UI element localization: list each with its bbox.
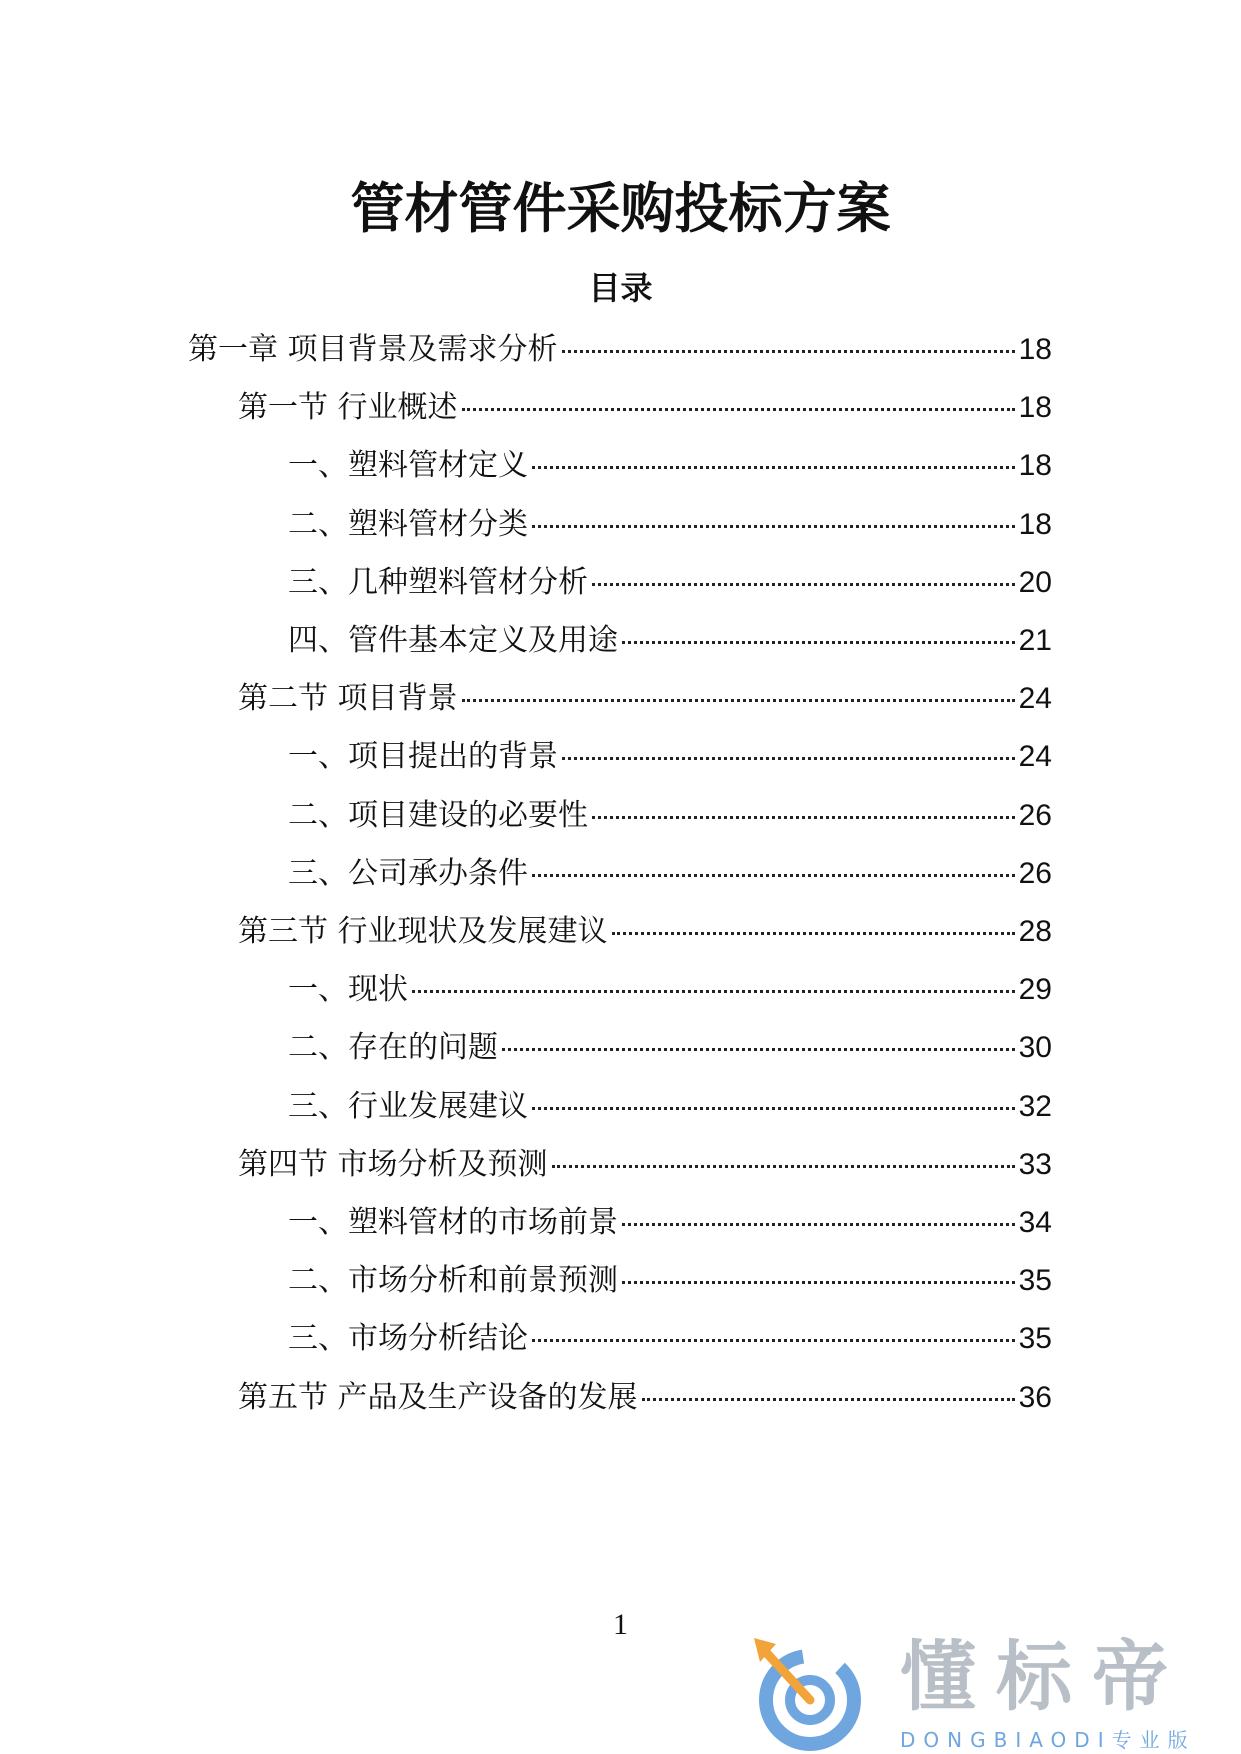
toc-entry-label: 第三节 行业现状及发展建议: [238, 914, 608, 949]
toc-entry-page: 32: [1018, 1089, 1052, 1123]
toc-leader-dots: [612, 932, 1015, 935]
toc-entry-label: 第五节 产品及生产设备的发展: [238, 1379, 638, 1415]
toc-entry-label: 一、塑料管材定义: [288, 448, 528, 484]
toc-leader-dots: [532, 466, 1015, 469]
toc-entry[interactable]: [288, 505, 1052, 545]
toc-leader-dots: [642, 1398, 1015, 1401]
toc-entry-label: 二、塑料管材分类: [288, 506, 528, 542]
toc-leader-dots: [622, 641, 1015, 644]
toc-heading: 目录: [588, 269, 653, 307]
toc-entry-page: 18: [1018, 507, 1052, 541]
toc-entry-label: 二、存在的问题: [288, 1030, 498, 1066]
toc-entry-page: 33: [1018, 1147, 1052, 1181]
toc-leader-dots: [622, 1223, 1015, 1226]
toc-entry-page: 24: [1018, 682, 1052, 716]
toc-leader-dots: [412, 990, 1015, 993]
toc-entry-label: 第一节 行业概述: [238, 390, 458, 426]
toc-entry-label: 二、项目建设的必要性: [288, 797, 588, 833]
watermark-subtitle: DONGBIAODI专业版: [900, 1728, 1196, 1752]
toc-entry[interactable]: [288, 1203, 1052, 1243]
toc-entry-page: 29: [1018, 973, 1052, 1007]
target-arrow-icon: [748, 1636, 878, 1752]
toc-leader-dots: [562, 757, 1015, 760]
toc-entry-label: 第二节 项目背景: [238, 681, 458, 717]
toc-entry[interactable]: [238, 912, 1052, 952]
toc-leader-dots: [552, 1165, 1015, 1168]
toc-entry-label: 一、现状: [288, 972, 408, 1008]
toc-leader-dots: [532, 525, 1015, 528]
toc-leader-dots: [592, 583, 1015, 586]
toc-leader-dots: [462, 408, 1015, 411]
toc-entry[interactable]: [288, 563, 1052, 603]
document-title: 管材管件采购投标方案: [350, 177, 891, 240]
toc-entry-page: 28: [1018, 915, 1052, 948]
toc-entry[interactable]: [288, 1261, 1052, 1301]
toc-leader-dots: [562, 350, 1015, 353]
toc-entry[interactable]: [288, 796, 1052, 836]
toc-entry-page: 26: [1018, 856, 1052, 890]
toc-leader-dots: [502, 1048, 1015, 1051]
toc-entry[interactable]: [288, 737, 1052, 777]
toc-leader-dots: [462, 699, 1015, 702]
toc-entry-page: 24: [1018, 740, 1052, 774]
toc-entry-label: 四、管件基本定义及用途: [288, 623, 618, 658]
page-number: 1: [613, 1608, 628, 1641]
toc-entry[interactable]: [288, 621, 1052, 661]
toc-entry-page: 18: [1018, 333, 1052, 366]
toc-entry[interactable]: [238, 1378, 1052, 1418]
toc-entry[interactable]: [288, 1087, 1052, 1127]
toc-entry-page: 34: [1018, 1206, 1052, 1239]
toc-entry-label: 三、公司承办条件: [288, 855, 528, 891]
toc-entry[interactable]: [238, 388, 1052, 428]
watermark-brand: 懂标帝: [900, 1632, 1188, 1721]
toc-entry-page: 26: [1018, 798, 1052, 832]
toc-entry[interactable]: [288, 1028, 1052, 1068]
toc-leader-dots: [532, 874, 1015, 877]
toc-entry[interactable]: [238, 1145, 1052, 1185]
toc-entry[interactable]: [188, 330, 1052, 370]
toc-entry-page: 18: [1018, 391, 1052, 425]
toc-entry-label: 三、行业发展建议: [288, 1088, 528, 1124]
toc-entry-page: 36: [1018, 1380, 1052, 1414]
toc-leader-dots: [592, 816, 1015, 819]
toc-entry-page: 35: [1018, 1322, 1052, 1356]
toc-entry-label: 三、市场分析结论: [288, 1321, 528, 1357]
toc-entry-label: 第四节 市场分析及预测: [238, 1146, 548, 1182]
toc-entry-label: 三、几种塑料管材分析: [288, 564, 588, 600]
toc-entry-page: 20: [1018, 565, 1052, 599]
toc-entry-page: 21: [1018, 624, 1052, 657]
toc-entry-label: 二、市场分析和前景预测: [288, 1263, 618, 1299]
toc-entry[interactable]: [288, 446, 1052, 486]
toc-entry-label: 一、项目提出的背景: [288, 739, 558, 775]
brand-watermark: [740, 1632, 1241, 1754]
toc-entry-page: 30: [1018, 1031, 1052, 1065]
toc-entry-label: 一、塑料管材的市场前景: [288, 1205, 618, 1240]
toc-leader-dots: [532, 1339, 1015, 1342]
toc-entry-page: 35: [1018, 1264, 1052, 1298]
toc-entry[interactable]: [238, 679, 1052, 719]
toc-entry-label: 第一章 项目背景及需求分析: [188, 332, 558, 367]
toc-leader-dots: [532, 1107, 1015, 1110]
toc-entry[interactable]: [288, 970, 1052, 1010]
toc-entry[interactable]: [288, 1319, 1052, 1359]
toc-entry[interactable]: [288, 854, 1052, 894]
toc-leader-dots: [622, 1281, 1015, 1284]
toc-entry-page: 18: [1018, 449, 1052, 483]
